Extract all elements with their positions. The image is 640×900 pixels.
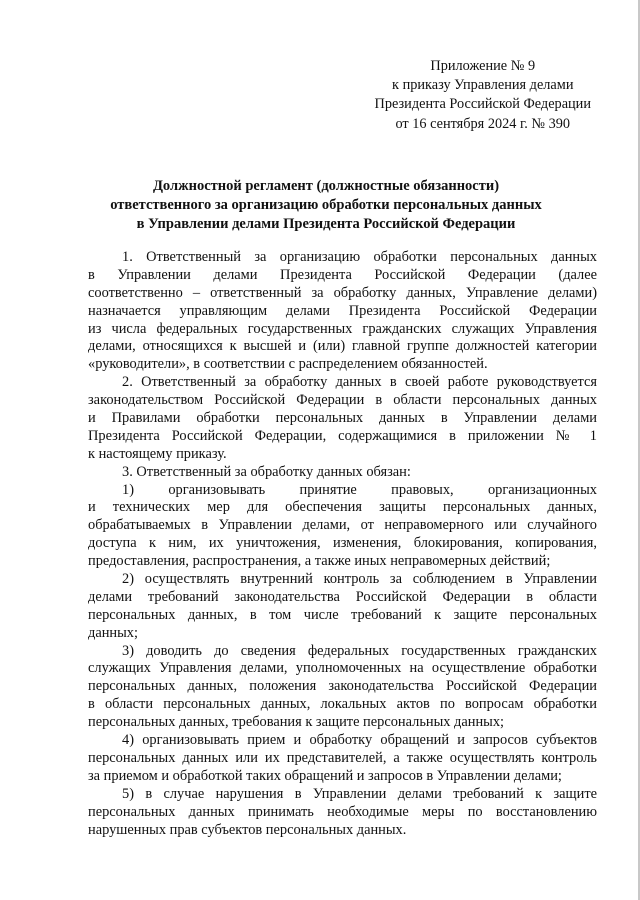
annex-line: от 16 сентября 2024 г. № 390 [395, 115, 571, 132]
list-item-5 [88, 786, 597, 840]
text-line: к настоящему приказу. [88, 445, 227, 462]
document-title [88, 177, 564, 234]
text-line: обрабатываемых в Управлении делами, от неправомерного или случайного [88, 517, 597, 534]
list-item-2 [88, 571, 597, 643]
text-line: доступа к ним, их уничтожения, изменения, блокирования, копирования, [88, 535, 597, 552]
text-line: делами, относящихся к высшей и (или) главной группе должностей категории [88, 338, 597, 355]
text-line: 5) в случае нарушения в Управлении делами требований к защите [122, 785, 597, 802]
paragraph-1 [88, 249, 597, 374]
text-line: 2) осуществлять внутренний контроль за соблюдением в Управлении [122, 571, 597, 588]
title-line: в Управлении делами Президента Российской Федерации [136, 216, 516, 232]
text-line: персональных данных, требования к защите персональных данных; [88, 714, 505, 731]
text-line: делами требований законодательства Российской Федерации в области [88, 588, 597, 605]
text-line: персональных данных или их представителей, а также осуществлять контроль [88, 749, 597, 766]
text-line: персональных данных, положения законодательства Российской Федерации [88, 678, 597, 695]
text-line: за приемом и обработкой таких обращений и запросов в Управлении делами; [88, 767, 562, 784]
text-line: 2. Ответственный за обработку данных в своей работе руководствуется [122, 374, 597, 391]
text-line: нарушенных прав субъектов персональных данных. [88, 821, 407, 838]
text-line: соответственно – ответственный за обработку данных, Управление делами) [88, 284, 597, 301]
text-line: данных; [88, 624, 138, 641]
text-line: из числа федеральных государственных гражданских служащих Управления [88, 320, 597, 337]
document-body [88, 249, 597, 839]
text-line: 4) организовывать прием и обработку обращений и запросов субъектов [122, 732, 597, 749]
annex-block [375, 57, 591, 134]
text-line: служащих Управления делами, уполномоченных на осуществление обработки [88, 660, 597, 677]
text-line: 1) организовывать принятие правовых, организационных [122, 481, 597, 498]
text-line: персональных данных, в том числе требований к защите персональных [88, 606, 597, 623]
text-line: и технических мер для обеспечения защиты персональных данных, [88, 499, 597, 516]
text-line: предоставления, распространения, а также иных неправомерных действий; [88, 553, 551, 570]
paragraph-3 [88, 464, 597, 482]
text-line: и Правилами обработки персональных данных в Управлении делами [88, 410, 597, 427]
text-line: в области персональных данных, локальных актов по вопросам обработки [88, 696, 597, 713]
annex-line: Приложение № 9 [430, 58, 536, 74]
annex-line: Президента Российской Федерации [374, 96, 591, 113]
title-line: ответственного за организацию обработки персональных данных [110, 197, 542, 213]
paragraph-2 [88, 374, 597, 463]
list-item-1 [88, 482, 597, 571]
text-line: 3) доводить до сведения федеральных государственных гражданских [122, 642, 597, 659]
text-line: назначается управляющим делами Президента Российской Федерации [88, 302, 597, 319]
text-line: в Управлении делами Президента Российской Федерации (далее [88, 266, 597, 283]
text-line: 1. Ответственный за организацию обработки персональных данных [122, 249, 597, 265]
text-line: Президента Российской Федерации, содержащимися в приложении № 1 [88, 427, 597, 444]
text-line: «руководители», в соответствии с распределением обязанностей. [88, 356, 488, 373]
text-line: 3. Ответственный за обработку данных обязан: [122, 463, 411, 480]
title-line: Должностной регламент (должностные обязанности) [152, 178, 500, 194]
text-line: персональных данных принимать необходимые меры по восстановлению [88, 803, 597, 820]
annex-line: к приказу Управления делами [392, 77, 574, 94]
list-item-3 [88, 643, 597, 732]
list-item-4 [88, 732, 597, 786]
text-line: законодательством Российской Федерации в области персональных данных [88, 392, 597, 409]
